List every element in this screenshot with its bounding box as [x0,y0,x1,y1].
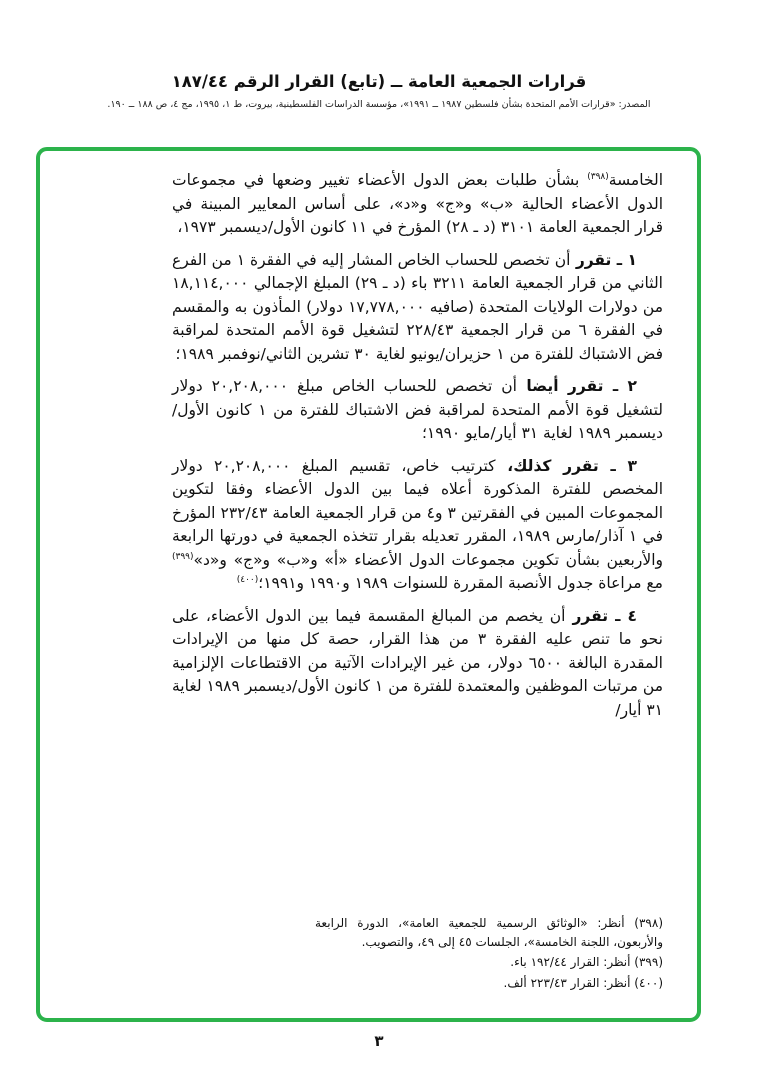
paragraph-intro [172,169,663,240]
paragraph-4-text: أن يخصم من المبالغ المقسمة فيما بين الدول الأعضاء، على نحو ما تنص عليه الفقرة ٣ من هذا القرار، حصة كل منها من الإيرادات المقدرة البالغة ٦٥٠٠ دولار، من غير الإيرادات الآتية من الاقتطاعات الإلزامية من مرتبات الموظفين والمعتمدة للفترة من ١ كانون الأول/ديسمبر ١٩٨٩ لغاية ٣١ أيار/ [172,606,663,719]
paragraph-4 [172,605,663,723]
paragraph-3-text-a: كترتيب خاص، تقسيم المبلغ ٢٠,٢٠٨,٠٠٠ دولار المخصص للفترة المذكورة أعلاه فيما بين الدول الأعضاء وفقا لتكوين المجموعات المبين في الفقرتين ٣ و٤ من قرار الجمعية العامة ٢٣٢/٤٣ المؤرخ في ١ آذار/مارس ١٩٨٩، المقرر تعديله بقرار تتخذه الجمعية في دورتها الرابعة والأربعين بشأن تكوين مجموعات الدول الأعضاء «أ» و«ب» و«ج» و«د» [172,456,663,569]
footnote-ref-399: (٣٩٩) [172,551,194,562]
document-header [0,72,758,110]
page-number: ٣ [374,1032,384,1050]
footnote-ref-398: (٣٩٨) [587,171,609,182]
intro-opening: الخامسة [608,171,663,189]
paragraph-3-lead: ٣ ـ تقرر كذلك، [495,456,637,475]
paragraph-3-text-b: مع مراعاة جدول الأنصبة المقررة للسنوات ١٩٨٩ و١٩٩٠ و١٩٩١؛ [258,574,663,592]
paragraph-2-lead: ٢ ـ تقرر أيضا [516,377,638,395]
paragraph-1-text: أن تخصص للحساب الخاص المشار إليه في الفقرة ١ من الفرع الثاني من قرار الجمعية العامة ٣٢١١ باء (د ـ ٢٩) المبلغ الإجمالي ١٨,١١٤,٠٠٠ من دولارات الولايات المتحدة (صافيه ١٧,٧٧٨,٠٠٠ دولار) المأذون به والمقسم في الفقرة ٦ من قرار الجمعية ٢٢٨/٤٣ لتشغيل قوة الأمم المتحدة لمراقبة فض الاشتباك للفترة من ١ حزيران/يونيو لغاية ٣٠ تشرين الثاني/نوفمبر ١٩٨٩؛ [172,250,663,363]
paragraph-2-text: أن تخصص للحساب الخاص مبلغ ٢٠,٢٠٨,٠٠٠ دولار لتشغيل قوة الأمم المتحدة لمراقبة فض الاشتباك للفترة من ١ كانون الأول/ديسمبر ١٩٨٩ لغاية ٣١ أيار/مايو ١٩٩٠؛ [172,377,663,442]
footnotes-block [315,914,663,994]
page-title: قرارات الجمعية العامة ــ (تابع) القرار الرقم ١٨٧/٤٤ [171,72,587,91]
footnote-398: (٣٩٨) أنظر: «الوثائق الرسمية للجمعية العامة»، الدورة الرابعة والأربعون، اللجنة الخامسة»، الجلسات ٤٥ إلى ٤٩، والتصويب. [315,916,663,949]
paragraph-4-lead: ٤ ـ تقرر [565,606,637,625]
footnote-400: (٤٠٠) أنظر: القرار ٢٢٣/٤٣ ألف. [503,975,663,990]
paragraph-1 [172,249,663,367]
resolution-text-box [36,147,701,1022]
paragraph-2 [172,375,663,446]
paragraph-1-lead: ١ ـ تقرر [570,250,637,269]
source-line: المصدر: «قرارات الأمم المتحدة بشأن فلسطين ١٩٨٧ ــ ١٩٩١»، مؤسسة الدراسات الفلسطينية، بيروت، ط ١، ١٩٩٥، مج ٤، ص ١٨٨ ــ ١٩٠. [107,99,651,110]
footnote-ref-400: (٤٠٠) [236,574,259,585]
intro-text: بشأن طلبات بعض الدول الأعضاء تغيير وضعها في مجموعات الدول الأعضاء الحالية «ب» و«ج» و«د»، على أساس المعايير المبينة في قرار الجمعية العامة ٣١٠١ (د ـ ٢٨) المؤرخ في ١١ كانون الأول/ديسمبر ١٩٧٣، [172,171,663,236]
paragraph-3 [172,455,663,596]
footnote-399: (٣٩٩) أنظر: القرار ١٩٢/٤٤ باء. [510,955,663,969]
